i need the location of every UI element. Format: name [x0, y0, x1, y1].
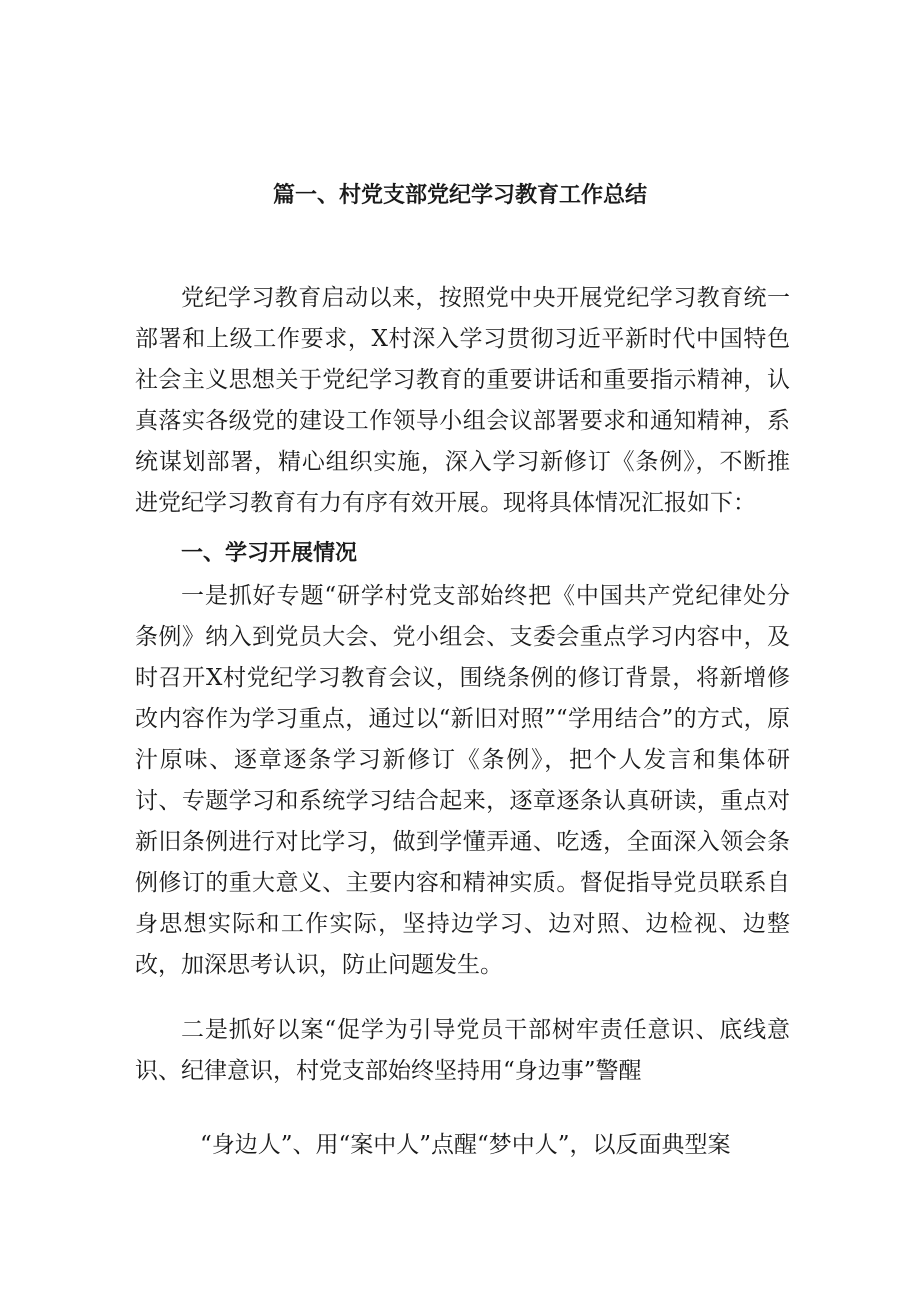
paragraph-intro: 党纪学习教育启动以来，按照党中央开展党纪学习教育统一部署和上级工作要求，X村深入学习贯彻习近平新时代中国特色社会主义思想关于党纪学习教育的重要讲话和重要指示精神，认真落实各级党的建设工作领导小组会议部署要求和通知精神，系统谋划部署，精心组织实施，深入学习新修订《条例》，不断推进党纪学习教育有力有序有效开展。现将具体情况汇报如下： [135, 285, 790, 516]
section-heading-study: 一、学习开展情况 [181, 541, 358, 566]
paragraph-case-study: 二是抓好以案“促学为引导党员干部树牢责任意识、底线意识、纪律意识，村党支部始终坚持用“身边事”警醒 [135, 1017, 790, 1084]
paragraph-continuation: “身边人”、用“案中人”点醒“梦中人”，以反面典型案 [200, 1132, 731, 1158]
document-title: 篇一、村党支部党纪学习教育工作总结 [272, 183, 647, 208]
paragraph-topic-study: 一是抓好专题“研学村党支部始终把《中国共产党纪律处分条例》纳入到党员大会、党小组会、支委会重点学习内容中，及时召开X村党纪学习教育会议，围绕条例的修订背景，将新增修改内容作为学习重点，通过以“新旧对照”“学用结合”的方式，原汁原味、逐章逐条学习新修订《条例》，把个人发言和集体研讨、专题学习和系统学习结合起来，逐章逐条认真研读，重点对新旧条例进行对比学习，做到学懂弄通、吃透，全面深入领会条例修订的重大意义、主要内容和精神实质。督促指导党员联系自身思想实际和工作实际，坚持边学习、边对照、边检视、边整改，加深思考认识，防止问题发生。 [135, 583, 790, 978]
